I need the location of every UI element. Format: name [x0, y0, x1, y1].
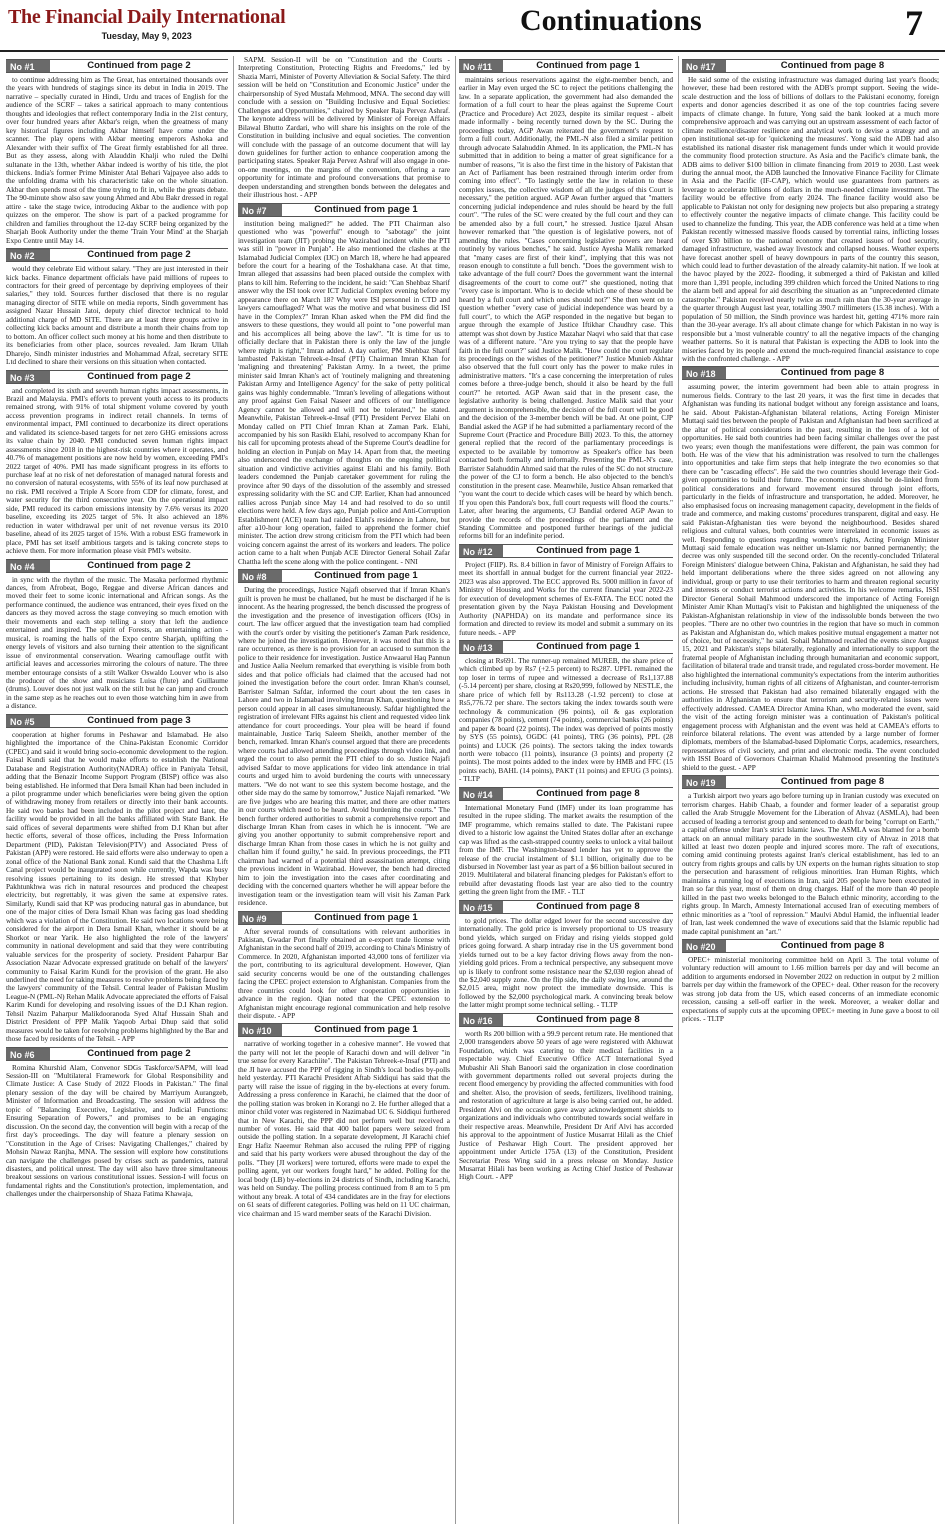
article-text: a Turkish airport two years ago before turning up in Iranian custody was executed on terrorism charges. Habib Chaab, a founder and former leader of a separatist group called the Arab Struggle Movement for the Liberation of Ahvaz (ASMLA), had been accused of leading a terrorist group and sentenced to death for being "corrupt on Earth," a capital offense under Iran's strict Islamic laws. The ASMLA was blamed for a bomb attack on an annual military parade in the southwestern city of Ahvaz in 2018 that killed at least two dozen people and injured scores more. The raft of executions, coming amid continuing protests against Iran's clerical establishment, has led to an outcry from rights groups and calls by UN experts on the human rights situation to stop the persecution and harassment of religious minorities. Iran Human Rights, which maintains a running log of executions in Iran, said 205 people have been executed in Iran so far this year, most of them on drug charges. Half of the more than 40 people killed in the past two weeks belonged to the Baluch ethnic minority, according to the rights group. In March, Amnesty International accused Iran of executing members of ethnic minorities as a "tool of repression." Maulvi Abdul Hamid, the influential leader of Iran, last week condemned the wave of executions said that the Islamic republic had made capital punishment an "art."	[682, 791, 939, 936]
continuation-number: No #11	[459, 60, 503, 72]
continuation-header	[6, 248, 228, 262]
issue-date: Tuesday, May 9, 2023	[101, 31, 192, 41]
continuation-header	[238, 203, 450, 217]
column-4	[682, 56, 939, 1524]
continuation-header	[238, 1023, 450, 1037]
continuation-source-page: Continued from page 8	[780, 939, 885, 951]
article-text: SAPM. Session-II will be on "Constitution and the Courts - Interpreting Constitution, Protecting Rights and Freedoms," led by Shazia Marri, Minister of Poverty Alleviation & Social Safety. The third session will be held on "Constitution and Economic Justice" under the chairpersonship of Syed Mustafa Mehmood, MNA. The second day will conclude with a session on "Building Inclusive and Equal Societies: Challenges and Opportunities," chaired by Speaker Raja Pervez Ashraf. The keynote address will be delivered by Minister of Foreign Affairs Bilawal Bhutto Zardari, who will share his insights on the role of the Constitution in building inclusive and equal societies. The convention will conclude with the passage of an outcome document that will lay down guidelines for further action to enhance cooperation among the participating states. Speaker Raja Pervez Ashraf will also engage in one-on-one meetings, on the margins of the convention, offering a rare opportunity for intimate and profound conversations that promise to deepen understanding and strengthen bonds between the delegates and their illustrious host. - APP	[238, 56, 450, 200]
continuation-source-page: Continued from page 2	[87, 60, 191, 71]
continuation-number: No #2	[6, 249, 50, 261]
continuation-number: No #3	[6, 371, 50, 383]
continuation-header	[6, 559, 228, 573]
continuation-header	[682, 59, 939, 73]
continuation-number: No #14	[459, 788, 503, 800]
continuation-number: No #1	[6, 60, 50, 72]
continuation-number: No #19	[682, 776, 726, 788]
article-text: Romina Khurshid Alam, Convenor SDGs Taskforce/SAPM, will lead Session-III on "Multilateral Framework for Global Responsibility and Climate Justice: A Case Study of 2022 Floods in Pakistan." The final plenary session of the day will be chaired by Marriyum Aurangzeb, Minister of Information and Broadcasting. The session will address the topic of "Balancing Executive, Legislative, and Judicial Functions: Ensuring Separation of Powers," and promises to be an engaging discussion. On the second day, the convention will begin with a recap of the first day's proceedings. The day will feature a plenary session on "Constitution in the Age of Crises: Navigating Challenges," chaired by Mohsin Nawaz Ranjha, MNA. The session will explore how constitutions can navigate the challenges posed by crises such as pandemics, natural disasters, and political unrest. The day will also have three simultaneous breakout sessions on various constitutional issues. Session-I will focus on fundamental rights and the Constitution's protection, implementation, and challenges under the chairpersonship of Shaza Fatima Khawaja,	[6, 1062, 228, 1199]
article-text: assuming power, the interim government had been able to attain progress in numerous fields. Contrary to the last 20 years, it was the first time in decades that Afghanistan was funding its national budget without any foreign assistance and loans, he said. About Pakistan-Afghanistan bilateral relations, Acting Foreign Minister Muttaqi said ties between the people of Pakistan and Afghanistan had been sacrificed at the altar of political considerations in the past, resulting in the loss of a lot of opportunities. He said both countries had been facing similar challenges over the past two years; even though the manifestations were different, the pain was common for both. He was of the view that his administration was resolved to turn the challenges into opportunities and take firm steps that help integrate the two economies so that there can be "cascading effects". He said the two countries should leverage their God-given opportunities to build their future. The economic ties should be de-linked from political considerations and forward movement ensured through joint efforts, particularly in the fields of infrastructure and transportation, he added. Moreover, he also emphasised focus on increasing management capacity, development in the fields of trade and commerce, and making customs' procedures transparent, digital and easy. He said Pakistan-Afghanistan ties were beyond the neighbourhood. Besides shared religious and cultural values, both countries were interrelated in economic issues as well. Responding to questions regarding women's rights, Acting Foreign Minister Muttaqi said female education was neither un-Islamic nor banned permanently; the decree was only suspended till the second order. On the recently-concluded Trilateral Foreign Ministers' dialogue between China, Pakistan and Afghanistan, he said they had held important deliberations where the three sides agreed on not allowing any individual, group or party to use their territories to harm and threaten regional security and interests or conduct terrorist actions and activities. In his welcome remarks, ISSI Director General Sohail Mahmood underscored the importance of Acting Foreign Minister Amir Khan Muttaqi's visit to Pakistan and highlighted the uniqueness of the Pakistan-Afghanistan relationship in view of the indissoluble bonds between the two peoples. "There are no other two countries in the region that have so much in common as Pakistan and Afghanistan do, which makes positive mutual engagement a matter not of choice, but of necessity," he said. Sohail Mahmood recalled the events since August 15, 2021 and Pakistan's steps bilaterally, regionally and internationally to support the fraternal people of Afghanistan including through humanitarian and economic support, facilitation of bilateral trade and transit trade, and regulated cross-border movement. He also highlighted the international community's expectations from the interim authorities including inclusivity, human rights of all citizens of Afghanistan, and counter-terrorism actions. He stressed that Pakistan had also remained bilaterally engaged with the authorities in Afghanistan to ensure that terrorism and security-related issues were effectively addressed. CAMEA Director Amina Khan, who moderated the event, said the visit of the acting foreign minister was a continuation of Pakistan's political engagement process with Afghanistan and the event was held at CAMEA's efforts to reinforce bilateral relations. The event was attended by a large number of former diplomats, members of the Islamabad-based Diplomatic Corps, academics, researchers, representatives of civil society, and print and electronic media. The event concluded with ISSI Board of Governors Chairman Khalid Mahmood presenting the Institute's shield to the guest. - APP	[682, 382, 939, 772]
continuation-header	[459, 544, 673, 558]
continuation-number: No #9	[238, 912, 282, 924]
article-text: cooperation at higher forums in Peshawar and Islamabad. He also highlighted the importance of the China-Pakistan Economic Corridor (CPEC) and said it would bring socio-economic development to the region. Faisal Kundi said that he would make efforts to establish the National Database and Registration Authority(NADRA) office in Paniyala Tehsil, adding that the Benazir Income Support Program (BISP) office was also being established. He informed that Dera Ismail Khan had been included in a pilot programme under which beneficiaries were being given the option of withdrawing money from retailers or directly into their bank accounts. He said two banks had been included in the pilot project and later, the facility would be provided in all the banks affiliated with State Bank. He said offices of several departments were shifted from D.I Khan but after hectic efforts, several of those offices, including the Press Information Department (PID), Pakistan Television(PTV) and Associated Press of Pakistan (APP) were restored. He said efforts were also underway to open a zonal office of the National Bank zonal. Kundi said that the Chashma Lift Canal project would be inaugurated soon while currently, Wapda was busy resolving issues pertaining to its design. He stressed that Khyber Pakhtunkhwa was rich in natural resources and produced the cheapest electricity, but regrettably, it was given the same at expensive rates. Similarly, Kundi said that KP was producing natural gas in abundance, but one of the major cities of Dera Ismail Khan was facing gas load shedding which was a violation of the Constitution. He said two locations were being considered for the airport in Dera Ismail Khan, whether it should be at Shorkot or near Yarik. He also highlighted the role of the lawyers' community in national development and said that they were contributing valuable services for the prosperity of society. President Paharpur Bar Association Nazar Advocate expressed gratitude on behalf of the lawyers' community to Faisal Karim Kundi for the provision of the grant. He also underlined the need for taking measures to resolve problems being faced by the lawyers' community of the Tehsil. Central leader of Pakistan Muslim League-N (PML-N) Rehan Malik Advocate appreciated the efforts of Faisal Karim Kundi for developing and resolving issues of the D.I Khan region. Tehsil Nazim Paharpur Malikdooranoda Syed Altaf Hussain Shah and District President of PPP Malik Yaqoob Arbai Dhup said that solid measures would be taken for resolving problems highlighted by the Bar and those faced by residents of the Tehsil. - APP	[6, 729, 228, 1044]
article-text: closing at Rs691. The runner-up remained MUREB, the share price of which climbed up by Rs7 (+2.5 percent) to Rs287. UPFL remained the top loser in terms of rupee and witnessed a decrease of Rs1,137.88 (-5.14 percent) per share, closing at Rs20,999, followed by NESTLE, the share price of which fell by Rs113.28 (-1.92 percent) to close at Rs5,776.72 per share. The sectors taking the index towards south were technology & communication (96 points), oil & gas exploration companies (78 points), cement (74 points), commercial banks (26 points) and paper & board (22 points). The index was deprived of points mostly by SYS (55 points), OGDC (41 points), TRG (36 points), PPL (28 points) and LUCK (26 points). The sectors taking the index towards north were tobacco (11 points), insurance (3 points) and property (2 points). The most points added to the index were by HMB and FFC (15 points each), BAHL (14 points), PAKT (11 points) and EFUG (3 points). - TLTP	[459, 656, 673, 784]
continuation-number: No #20	[682, 940, 726, 952]
continuation-header	[238, 569, 450, 583]
continuation-header	[682, 366, 939, 380]
continuation-number: No #10	[238, 1024, 282, 1036]
continuation-number: No #6	[6, 1048, 50, 1060]
article-text: Project (FIIP). Rs. 8.4 billion in favor of Ministry of Foreign Affairs to meet its shortfall in annual budget for the current financial year 2022-2023 was also approved. The ECC approved Rs. 5000 million in favor of Ministry of Housing and Works for the current financial year 2022-23 for execution of development schemes of Ex-FATA. The ECC noted the presentation given by the Naya Pakistan Housing and Development Authority (NAPHDA) on its mandate and performance since its formation and directed to review its model and submit a summary on its future needs. - APP	[459, 559, 673, 637]
continuation-header	[6, 59, 228, 73]
continuation-number: No #12	[459, 545, 503, 557]
article-text: in sync with the rhythm of the music. The Masaka performed rhythmic dances, from Afrobeat, Bogo, Reggae and diverse African dances and moved their feet to some iconic international and African songs. As the performance continued, the audience was entranced, their eyes fixed on the dancers as they moved across the stage conveying so much emotion with their movements and each step telling a story that left the audience entertained and inspired. The spirit of Forests, an entertaining action - musical, is roaming the halls of the Expo centre Sharjah, uplifting the energy levels of visitors and also turning their attention to the significant issue of environmental conservation. Wearing camouflage outfit with artificial leaves and accessories mirroring the colours of nature. The three member entourage consists of a stilt Walker Oswaldo Louver who is also the producer of the show and musicians Luisa (flute) and Guillaume (drums). Louver does not just walk on the stilt but he can jump and crouch in the same step as he reaches out to even those watching him in awe from a distance.	[6, 574, 228, 711]
continuation-number: No #16	[459, 1014, 503, 1026]
article-text: OPEC+ ministerial monitoring committee held on April 3. The total volume of voluntary reduction will amount to 1.66 million barrels per day and will become an addition to arguments endorsed in November 2022 on reduction in output by 2 million barrels per day within the framework of the OPEC+ deal. Other reason for the recovery was strong job data from the US, which eased concerns of an immediate economic recession, causing a sell-off earlier in the week. Moreover, a weaker dollar and expectations of supply cuts at the upcoming OPEC+ meeting in June gave a boost to oil prices. - TLTP	[682, 954, 939, 1024]
column-divider	[678, 56, 679, 1524]
article-text: would they celebrate Eid without salary. "They are just interested in their kick backs. Finance department officials have paid millions of rupees to contractors for their greed of percentage by depriving employees of their salaries," they told. Sources further disclosed that there is no regular managing director of SITE while on media reports, Sindh government has assigned Nazar Hussain Jatoi, deputy chief director technical to hold additional charge of MD SITE. There are at least three groups active in collecting kick backs amount and distribute a month their chains from top to bottom. An officer collect such money at his home and then distribute to its beneficiaries from other place, sources revealed. Jam Ikram Ullah Dharejo, Sindh minister industries and Mohammad Afzal, secretary SITE Ltd declined to share their versions on this situation when contacted.	[6, 264, 228, 367]
article-text: After several rounds of consultations with relevant authorities in Pakistan, Gwadar Port finally obtained an e-export trade license with Afghanistan in the second half of 2019, according to China's Ministry of Commerce. In 2020, Afghanistan imported 43,000 tons of fertilizer via the port, contributing to its agricultural development. However, Qian said security concerns would be one of the outstanding challenges facing the CPEC project extension to Afghanistan. Companies from the three countries could look for other cooperation opportunities in advance in the region. Qian noted that the CPEC extension to Afghanistan might encourage regional communication and help resolve their dispute. - APP	[238, 926, 450, 1021]
article-text: and completed its sixth and seventh human rights impact assessments, in Brazil and Malaysia. PMI's efforts to prevent youth access to its products remained strong, with 91% of total shipment volume covered by youth access prevention programs in indirect retail channels. In terms of environmental impact, PMI continued to decarbonize its direct operations and validated its science-based targets for net zero GHG emissions across its value chain by 2040. PMI conducted seven human rights impact assessments since 2018 in the highest-risk countries where it operates, and 40.7% of management positions are now held by women, exceeding PMI's 2022 target of 40%. PMI has made significant progress in its efforts to purchase leaf at no risk of net deforestation of managed natural forests and no conversion of natural ecosystems, with 55% of its leaf now purchased at no risk. PMI received a Triple A Score from CDP for climate, forest, and water security for the third consecutive year. On the operational impact side, PMI reduced its carbon emissions intensity by 7.6% versus its 2020 baseline, exceeding its 2025 target of 5%. It also achieved an 18% reduction in water withdrawal per unit of net revenue versus its 2010 baseline, ahead of its 2025 target of 15%. With a robust ESG framework in place, PMI has set itself ambitious targets and is taking concrete steps to achieve them. For more information please visit PMI's website.	[6, 385, 228, 556]
continuation-source-page: Continued from page 1	[314, 911, 418, 923]
continuation-header	[682, 939, 939, 953]
page-number: 7	[905, 3, 923, 43]
continuation-header	[682, 775, 939, 789]
continuation-number: No #18	[682, 367, 726, 379]
continuation-header	[459, 1013, 673, 1027]
continuation-number: No #15	[459, 901, 503, 913]
article-text: maintains serious reservations against the eight-member bench, and earlier in May even urged the SC to reject the petitions challenging the law. In a separate application, the government had also demanded the formation of a full court to hear the pleas against the Supreme Court (Practice and Procedure) Act 2023, despite its similar request - albeit made informally - being recently turned down by the SC. During the proceedings today, AGP Awan reiterated the government's request to form a full court. Additionally, the PML-N also filed a similar petition through advocate Salahuddin Ahmed. In its application, the PML-N has submitted that in addition to being a matter of great significance for a number of reasons, "it is also the first time in the history of Pakistan that an Act of Parliament has been restrained through interim order from coming into effect". "To lastingly settle the law in relation to these complex issues, the collective wisdom of all the judges of this Court is necessary," the petition argued. AGP Awan further argued that "matters concerning judicial independence and rules should be heard by the full court". "The rules of the SC were created by the full court and they can be amended also by a full court," he stressed. Justice Ijazul Ahsan however remarked that "the question is of legislative powers, not of amending the rules. "Cases concerning legislative powers are heard routinely by various benches," he said. Justice Ayesha Malik remarked that "many cases are first of their kind", implying that this was not reason enough to constitute a full bench. "Does the government wish to take advantage of the full court? Does the government want the internal disagreements of the court to come out?" she questioned, noting that "every case is important. Who is to decide which one of these should be heard by a full court and which ones should not?" She then went on to question whether "every case of judicial independence was heard by a full court", to which the AGP responded in the negative but began to argue through the example of Justice Iftikhar Chaudhry case. This attempt was shot down by Justice Mazahar Naqvi who said that that case was of a different nature. "Are you trying to say that the people have faith in the full court?" said Justice Malik. "How could the court regulate its proceedings on the wishes of the petitioner?" Justice Munieb Akhtar also observed that the full court only has the power to make rules in administrative matters. "It's a case concerning the interpretation of rules comes before a three-judge bench, should it also be heard by the full court?" he retorted. AGP Awan said that in the present case, the legislative authority is being challenged. Justice Malik said that your argument is incomprehensible, the decision of the full court will be good and the decision of the 3-member bench will be bad. At one point, CJP Bandial asked the AGP if he had submitted a parliamentary record of the Supreme Court (Practice and Procedure Bill) 2023. To this, the attorney general replied that the record of the parliamentary proceedings is expected to be available by tomorrow as Speaker's office has been contacted both formally and informally. Presenting the PML-N's case, Barrister Salahuddin Ahmed said that the rules of the SC do not structure the power of the CJ to form a bench. He also objected to the bench's constitution in the present case. Meanwhile, Justice Ahsan remarked that "you want the court to decide which cases will be heard by which bench. If you open this Pandora's box, full court requests will flood the courts." Later, after hearing the arguments, CJ Bandial ordered AGP Awan to provide the records of the proceedings of the parliament and the Standing Committee and postponed further hearings of the judicial reforms bill for an indefinite period.	[459, 75, 673, 541]
continuation-header	[459, 900, 673, 914]
article-text: narrative of working together in a cohesive manner". He vowed that the party will not let the people of Karachi down and will deliver "in true sense for every Karachiite". The Pakistan Tehreek-e-Insaf (PTI) and the JI have accused the PPP of rigging in Sindh's local bodies by-polls held yesterday. PTI Karachi President Aftab Siddiqui has said that the party will raise the issue of rigging in the by-elections at every forum. Addressing a press conference in Karachi, he claimed that the door of the polling station was broken in Korangi no 2. He further alleged that a minor child voter was registered in Nazimabad UC 6. Siddiqui furthered that in New Karachi, the PPP did not perform well but received a number of votes. He said that 400 ballot papers were seized from outside the polling station. In a separate development, JI Karachi chief Engr Hafiz Naeemur Rehman also accused the ruling PPP of rigging and said that his party workers were abused throughout the day of the polls. "They [JI workers] were tortured, efforts were made to expel the polling agent, yet our workers fought hard," he added. Polling for the local body (LB) by-elections in 24 districts of Sindh, including Karachi, was held on Sunday. The polling process continued from 8 am to 5 pm without any break. A total of 434 candidates are in the fray for elections on 61 seats of different categories. Polling was held on 11 UC chairman, vice chairman and 15 ward member seats of the Karachi Division.	[238, 1039, 450, 1218]
continuation-source-page: Continued from page 1	[314, 570, 418, 582]
continuation-source-page: Continued from page 3	[87, 714, 191, 726]
section-title: Continuations	[520, 4, 702, 37]
continuation-source-page: Continued from page 1	[536, 641, 640, 652]
article-text: He said some of the existing infrastructure was damaged during last year's floods; however, these had been restored with the ADB's prompt support. Seeing the wide-scale destruction and the loss of billions of dollars to the Pakistani economy, foreign experts and donor agencies described it as one of the top countries facing severe impacts of climate change. In future, Yong said the bank looked at a much more comprehensive approach and was carrying out an upstream assessment of each factor of climate resilience/disaster resilience and analytical work to devise a strategy and an open institutional set-up for 'quickening the measures'. Yong said the ADB had also established its national disaster risk management funds under which it would provide the community flood protection structure. As Asia and the Pacific's climate bank, the ADB aims to deliver $100 billion in climate financing from 2019 to 2030. Last week during the annual moot, the ADB launched the Innovative Finance Facility for Climate in Asia and the Pacific (IF-CAP), which would use guarantees from partners as leverage to accelerate billions of dollars in the much-needed climate investment. The facility would be effective from early 2024. The finance facility would also be applicable to Pakistan not only for designing new projects but also preparing a strategy to effectively counter the negative impacts of climate change. This facility could be used to channelize the funding. This year, the ADB conference was held at a time when Pakistan recently witnessed massive floods caused by torrential rains, inflicting losses of over $30 billion to the national economy that created issues of food security, damaged infrastructure, washed away livestock and collapsed houses. Weather experts have forecast another spell of heavy downpours in parts of the country this season, which could lead to further devastation of the already calamity-hit nation. If we look at the havoc played by the 2022- flooding, it submerged a third of Pakistan and killed more than 1,391 people, including 399 children which forced the United Nations to ring the alarm bell and appeal for aid describing the situation as an "unprecedented climate catastrophe." Pakistan received nearly twice as much rain than the 30-year average in the quarter through August last year, totalling 390.7 millimeters (15.38 inches). With a population of 50 million, the Sindh province was hardest hit, getting 471% more rain than the 30-year average. It's all about climate change for which Pakistan in no way is responsible but a 'most vulnerable country' to all the negative impacts of the changing weather patterns. So it is natural that Pakistan is expecting the ADB to look into the miseries faced by its people and extend the much-required financial assistance to cope with the confronted challenge. - APP	[682, 75, 939, 363]
continuation-number: No #17	[682, 60, 726, 72]
continuation-source-page: Continued from page 2	[87, 1047, 191, 1059]
continuation-header	[459, 787, 673, 801]
continuation-header	[6, 370, 228, 384]
continuation-source-page: Continued from page 2	[87, 249, 191, 261]
continuation-source-page: Continued from page 1	[314, 1024, 418, 1036]
article-text: to gold prices. The dollar edged lower for the second successive day internationally. The gold price is inversely proportional to US treasury bond yields, which surged on Friday and rising yields stopped gold prices going forward. A sharp intraday rise in the US government bond yields turned out to be a key factor driving flows away from the non-yielding gold prices. From a technical perspective, any subsequent move up is likely to confront some resistance near the $2,030 region ahead of the $2,040 supply zone. On the flip side, the daily swing low, around the $2,015 area, might now protect the immediate downside. This is followed by the $2,000 psychological mark. A convincing break below the latter might prompt some technical selling. - TLTP	[459, 915, 673, 1010]
continuation-source-page: Continued from page 8	[780, 60, 885, 71]
column-divider	[233, 56, 234, 1524]
continuation-source-page: Continued from page 2	[87, 370, 191, 382]
continuation-source-page: Continued from page 8	[536, 900, 640, 912]
continuation-number: No #4	[6, 560, 50, 572]
continuation-header	[6, 714, 228, 728]
continuation-source-page: Continued from page 8	[780, 367, 885, 379]
continuation-source-page: Continued from page 8	[536, 1013, 640, 1025]
continuation-header	[238, 911, 450, 925]
continuation-source-page: Continued from page 2	[87, 559, 191, 571]
continuation-source-page: Continued from page 8	[780, 776, 885, 788]
article-text: During the proceedings, Justice Najafi observed that if Imran Khan's guilt is proven he must be challaned, but he must be discharged if he is innocent. As the hearing progressed, the bench discussed the progress of the investigation and the presence of investigation officers (IOs) in court. The law officer argued that the investigation team had complied with the court's order by visiting the petitioner's Zaman Park residence, where he joined the investigation. However, it was noted that this is a rare occurrence, as there is no provision for an accused to summon the police to their residence for investigation. Justice Anwaarul Haq Pannun and Justice Aalia Neelum remarked that everything is visible from both sides and that police officials had claimed that the accused had not joined the investigation before the court order. Imran Khan's counsel, Barrister Salman Safdar, informed the court about the ten cases in Lahore and two in Islamabad involving Imran Khan, questioning how a person could appear in all cases simultaneously. Safdar highlighted the registration of irrelevant FIRs against his client and requested video link attendance for court proceedings. Your plea will be heard if found maintainable, Justice Tariq Saleem Sheikh, another member of the bench, remarked. Imran Khan's counsel argued that there are precedents where courts had allowed attending proceedings through video link, and urged the court to also permit the PTI chief to do so. Justice Najafi advised Safdar to move applications for video link attendance in trial courts and urged him to avoid burdening the courts with unnecessary matters. "We do not want to see this system become hostage, and the other side may do the same by tomorrow," Justice Najafi remarked. "We are five judges who are hearing this matter, and there are other matters in our courts which need to be heard. Avoid burdening the courts." The bench further ordered authorities to submit a comprehensive report and discharge Imran Khan from cases in which he is innocent. "We are giving you another opportunity to submit comprehensive report and discharge Imran Khan from those cases in which he is not guilty and challan him if found guilty," he said. In previous proceedings, the PTI chairman had warned of a potential third assassination attempt, citing the previous incident in Wazirabad. However, the bench had directed him to join the investigation into the cases after coordinating and deciding with the concerned quarters whether he will appear before the investigation team or the investigation team will visit his Zaman Park residence.	[238, 585, 450, 908]
article-text: to continue addressing him as The Great, has entertained thousands over the years with hundreds of stagings since its debut in India in 2019. The narrative – specially curated in Hindi, Urdu and traces of English for the audience of the SCRF – takes a satirical approach to many contentious thoughts and ideologies that reflect contemporary India in the 21st century, over four hundred years after Akbar's reign, when the greatness of many key historical figures including Akbar himself have come under the scanner. The play opens with Akbar meeting emperors Ashoka and Alexander with their suffix of The Great firmly established for all three. But as they assess, along with Alauddin Khalji who ruled the Delhi sultanate in the 13th, whether Akbar indeed is worthy of his title, the plot thickens. India's former Prime Minister Atal Behari Vajpayee also adds to the unfolding drama with his characteristic take on the whole situation. Akbar then spends most of the time trying to fit in, while the greats debate. The 90-minute show also saw young Ahmed and Abu Bakr dressed in regal attire - take the stage twice, introducing Akbar to the audience with pop quizzes on the emperor. The show is part of a packed programme for children and families throughout the 12-day SCRF being organized by the Sharjah Book Authority under the theme 'Train Your Mind' at the Sharjah Expo Centre until May 14.	[6, 75, 228, 245]
continuation-number: No #5	[6, 715, 50, 727]
continuation-number: No #8	[238, 570, 282, 582]
continuation-header	[459, 59, 673, 73]
continuation-header	[459, 640, 673, 654]
masthead	[0, 0, 945, 52]
column-divider	[455, 56, 456, 1524]
column-1	[6, 56, 228, 1524]
column-2	[238, 56, 450, 1524]
continuation-header	[6, 1047, 228, 1061]
continuation-number: No #7	[238, 204, 282, 216]
continuation-number: No #13	[459, 641, 503, 653]
column-3	[459, 56, 673, 1524]
article-text: worth Rs 200 billion with a 99.9 percent return rate. He mentioned that 2,000 transgenders above 50 years of age were registered with Akhuwat Foundation, which was catering to their medical facilities in a respectable way. Chief Executive Office ACT International Syed Mubashir Ali Shah Banoori said the organization in close coordination with government departments rolled out several projects during the recent flood emergency by providing the affected communities with food and shelter. Also, the provision of seeds, fertilizers, livelihood training, and restoration of agriculture at large is also being carried out, he added. President Alvi on the occasion gave away acknowledgement shields to organizations and individuals who contributed towards social welfare in their respective areas. Meanwhile, President Dr Arif Alvi has accorded his approval to the appointment of Justice Musarrat Hilali as the Chief Justice of Peshawar High Court. The president approved her appointment under Article 175A (13) of the Constitution, President Secretariat Press Wing said in a press release on Monday. Justice Musarrat Hilali has been working as Acting Chief Justice of Peshawar High Court. - APP	[459, 1028, 673, 1182]
article-text: International Monetary Fund (IMF) under its loan programme has resulted in the rupee sliding. The market awaits the resumption of the IMF programme, which remains stalled to date. The Pakistani rupee dived to a historic low against the United States dollar after an exchange cap was lifted as the cash-strapped country seeks to unlock a vital bailout from the IMF. The Washington-based lender has yet to approve the release of the crucial instalment of $1.1 billion, originally due to be disbursed in November last year as part of a $6 billion bailout secured in 2019. Multilateral and bilateral financing pledges for Pakistan's effort to rebuild after devastating floods last year are also tied to the country getting the green light from the IMF. - TLT	[459, 802, 673, 897]
continuation-source-page: Continued from page 1	[314, 203, 418, 215]
continuation-source-page: Continued from page 1	[536, 60, 640, 71]
paper-name[interactable]: The Financial Daily International	[8, 6, 286, 28]
continuation-source-page: Continued from page 1	[536, 544, 640, 556]
article-text: institution being maligned?" he added. The PTI Chairman also questioned who was "powerful" enough to "sabotage" the joint investigation team (JIT) probing the Wazirabad incident while the PTI was still in "power in Punjab". He also mentioned the clashes at the Islamabad Judicial Complex (IJC) on March 18, where he had appeared before the court for a hearing of the Toshakhana case. At that time, Imran alleged that assassins had been placed outside the complex with plans to kill him. Referring to the incident, he said: "Can Shehbaz Sharif answer why the ISI took over ICT Judicial Complex evening before my appearance there on March 18? Why were ISI personnel in CTD and lawyers camouflaged? What was the motive and what business did ISI have in the Complex?" Imran Khan asked when the PM did find the answers to these questions, they would all point to "one powerful man and his accomplices all being above the law". "It is time for us to officially declare that in Pakistan there is only the law of the jungle where might is right," Imran added. A day earlier, PM Shehbaz Sharif lambasted Pakistan Tehreek-e-Insaf (PTI) Chairman Imran Khan for 'maligning and threatening' Pakistan Army. In a tweet, the prime minister said Imran Khan's act of 'routinely maligning and threatening Pakistan Army and Intelligence Agency' for the sake of petty political gains was highly condemnable. "Imran's leveling of allegations without any proof against Gen Faisal Naseer and officers of our Intelligence Agency cannot be allowed and will not be tolerated," he stated. Meanwhile, Pakistan Tehreek-e-Insaf (PTI) President Pervez Elahi on Monday called on PTI Chief Imran Khan at Zaman Park. Elahi, accompanied by his son Rasikh Elahi, resolved to accompany Khan for his call for upcoming protests ahead of the Supreme Court's deadline for holding an election in Punjab on May 14. Apart from that, the meeting also underscored the exchange of thoughts on the ongoing political situation and vindictive activities against Elahi and his family. Both leaders condemned the Punjab caretaker government for ruling the province after 90 days of the dissolution of the assembly and stressed expressing solidarity with the SC and CJP. Earlier, Khan had announced rallies across Punjab since May 14 and had resolved to do so until elections were held. A few days ago, Punjab police and Anti-Corruption Establishment (ACE) team had raided Elahi's residence in Lahore, but after a10-hour long operation, failed to apprehend the former chief minister. The action drew strong criticism from the PTI which had been voicing concern against the arrest of its workers and leaders. The police action came to a halt when Punjab ACE Director General Sohail Zafar Chattha left the scene along with the police contingent. - NNI	[238, 218, 450, 566]
paper-brand	[8, 6, 285, 41]
continuation-source-page: Continued from page 8	[536, 787, 640, 799]
